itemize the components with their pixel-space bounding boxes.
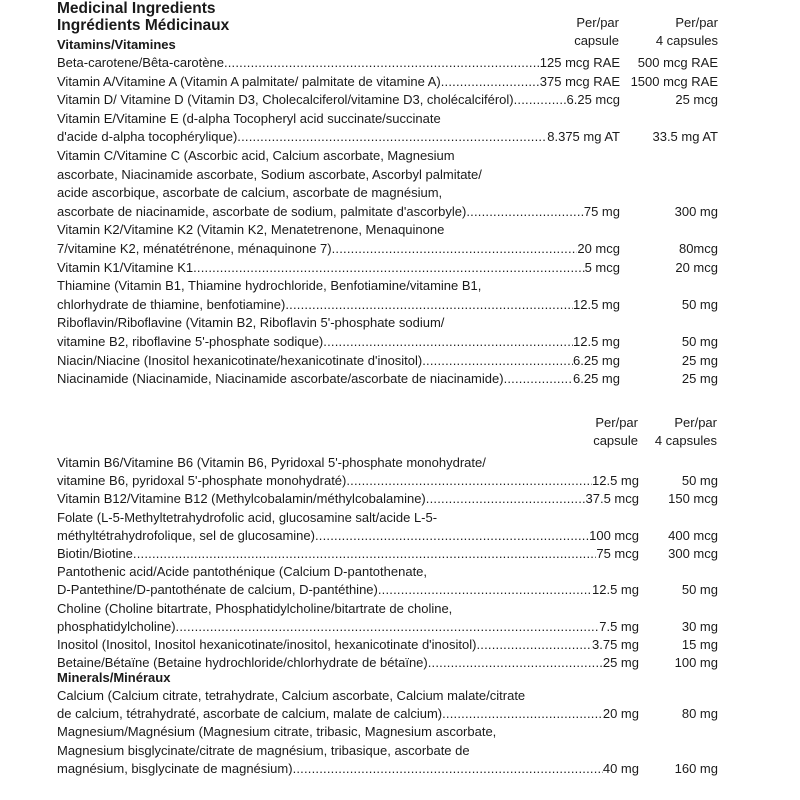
ingredient-name: Biotin/Biotine [57,546,133,561]
section-heading-minerals: Minerals/Minéraux [57,670,171,685]
amount-per-capsule: 7.5 mg [599,618,639,634]
amount-per-4-capsules: 15 mg [681,637,718,652]
ingredient-text-line: acide ascorbique, ascorbate de calcium, ascorbate de magnésium, [57,185,443,201]
amount-per-capsule: 6.25 mg [573,371,620,387]
dot-leader [378,581,592,599]
amount-per-4-capsules: 50 mg [681,296,718,312]
amount-per-capsule: 75 mg [583,203,620,219]
ingredient-row [57,472,639,490]
amount-per-capsule: 3.75 mg [592,637,639,652]
amount-per-capsule: 25 mg [602,655,639,671]
amount-per-capsule: 125 mcg RAE [539,55,620,70]
column-header-line: 4 capsules [654,433,717,448]
dot-leader [441,73,540,91]
ingredient-row [57,527,639,545]
column-header-per-4-capsules [655,414,717,450]
ingredient-text-line: Vitamin E/Vitamine E (d-alpha Tocopheryl acid succinate/succinate [57,110,441,126]
amount-per-4-capsules: 1500 mcg RAE [630,73,718,89]
ingredient-name: méthyltétrahydrofolique, sel de glucosamine) [57,527,315,543]
ingredient-text-line: Vitamin C/Vitamine C (Ascorbic acid, Calcium ascorbate, Magnesium [57,148,455,163]
dot-leader [285,296,573,314]
ingredient-text-line: Riboflavin/Riboflavine (Vitamin B2, Riboflavin 5'-phosphate sodium/ [57,315,445,331]
dot-leader [422,352,573,370]
amount-per-4-capsules: 20 mcg [675,259,718,275]
ingredient-text-line: ascorbate, Niacinamide ascorbate, Sodium ascorbate, Ascorbyl palmitate/ [57,166,482,182]
ingredient-row [57,73,620,91]
amount-per-4-capsules: 160 mg [674,760,718,776]
ingredient-row [57,296,620,314]
dot-leader [133,545,596,563]
amount-per-4-capsules: 400 mcg [668,527,718,543]
amount-per-capsule: 6.25 mg [573,352,620,368]
ingredient-row [57,91,620,109]
amount-per-capsule: 12.5 mg [573,296,620,312]
column-header-line: Per/par [576,15,619,30]
ingredient-row [57,352,620,370]
amount-per-capsule: 375 mcg RAE [539,73,620,89]
ingredient-text-line: Calcium (Calcium citrate, tetrahydrate, Calcium ascorbate, Calcium malate/citrate [57,688,526,703]
ingredient-row [57,490,639,508]
ingredient-name: vitamine B2, riboflavine 5'-phosphate sodique) [57,334,324,349]
amount-per-capsule: 12.5 mg [573,334,620,349]
ingredient-row [57,636,639,654]
amount-per-4-capsules: 300 mg [674,203,718,219]
amount-per-capsule: 6.25 mcg [566,92,620,108]
amount-per-4-capsules: 80 mg [681,706,718,722]
amount-per-capsule: 37.5 mcg [585,491,639,507]
amount-per-capsule: 8.375 mg AT [547,129,620,145]
dot-leader [193,259,585,277]
ingredient-name: 7/vitamine K2, ménatétrénone, ménaquinone 7) [57,241,332,256]
column-header-line: capsule [593,433,638,448]
ingredient-row [57,240,620,258]
amount-per-4-capsules: 33.5 mg AT [652,129,718,145]
amount-per-4-capsules: 300 mcg [668,546,718,561]
ingredient-text-line: Magnesium/Magnésium (Magnesium citrate, tribasic, Magnesium ascorbate, [57,724,497,740]
ingredient-name: phosphatidylcholine) [57,618,176,634]
ingredient-text-line: Choline (Choline bitartrate, Phosphatidylcholine/bitartrate de choline, [57,600,453,616]
ingredient-name: magnésium, bisglycinate de magnésium) [57,760,293,776]
dot-leader [323,333,573,351]
ingredient-name: Niacin/Niacine (Inositol hexanicotinate/hexanicotinate d'inositol) [57,352,423,368]
ingredient-name: Vitamin D/ Vitamine D (Vitamin D3, Cholecalciferol/vitamine D3, cholécalciférol) [57,92,514,108]
amount-per-4-capsules: 25 mg [681,352,718,368]
dot-leader [224,54,540,72]
ingredient-text-line: Pantothenic acid/Acide pantothénique (Calcium D-pantothenate, [57,564,428,580]
ingredient-row [57,545,639,563]
amount-per-4-capsules: 500 mcg RAE [637,55,718,70]
ingredient-text-line: Thiamine (Vitamin B1, Thiamine hydrochloride, Benfotiamine/vitamine B1, [57,278,482,294]
ingredient-row [57,760,639,778]
column-header-line: 4 capsules [655,33,718,48]
amount-per-capsule: 20 mg [602,706,639,722]
column-header-per-4-capsules [656,14,718,50]
ingredient-name: de calcium, tétrahydraté, ascorbate de calcium, malate de calcium) [57,706,443,722]
ingredient-row [57,618,639,636]
ingredient-row [57,128,620,146]
ingredient-text-line: Folate (L-5-Methyltetrahydrofolic acid, glucosamine salt/acide L-5- [57,509,438,525]
ingredient-text-line: Vitamin K2/Vitamine K2 (Vitamin K2, Menatetrenone, Menaquinone [57,222,445,238]
amount-per-4-capsules: 30 mg [681,618,718,634]
amount-per-capsule: 12.5 mg [592,473,639,489]
dot-leader [428,654,603,672]
amount-per-4-capsules: 80mcg [678,241,718,256]
ingredient-name: chlorhydrate de thiamine, benfotiamine) [57,296,286,312]
ingredient-name: d'acide d-alpha tocophérylique) [57,129,238,145]
ingredient-text-line: Vitamin B6/Vitamine B6 (Vitamin B6, Pyridoxal 5'-phosphate monohydrate/ [57,455,486,470]
ingredient-name: Vitamin B12/Vitamine B12 (Methylcobalamin/méthylcobalamine) [57,491,426,507]
column-header-line: capsule [574,33,619,48]
amount-per-capsule: 75 mcg [596,546,639,561]
amount-per-4-capsules: 150 mcg [668,491,718,507]
amount-per-4-capsules: 50 mg [681,334,718,349]
dot-leader [476,636,592,654]
ingredient-name: Beta-carotene/Bêta-carotène [57,55,224,70]
dot-leader [346,472,592,490]
section-heading-vitamins: Vitamins/Vitamines [57,37,176,52]
amount-per-capsule: 20 mcg [577,241,620,256]
amount-per-4-capsules: 25 mcg [675,92,718,108]
ingredient-text-line: Magnesium bisglycinate/citrate de magnésium, tribasique, ascorbate de [57,742,470,758]
dot-leader [332,240,578,258]
dot-leader [504,370,573,388]
ingredient-row [57,54,620,72]
ingredient-name: Betaine/Bétaïne (Betaine hydrochloride/chlorhydrate de bétaïne) [57,655,428,671]
dot-leader [466,203,584,221]
ingredient-name: D-Pantethine/D-pantothénate de calcium, D-pantéthine) [57,582,378,598]
ingredient-row [57,581,639,599]
dot-leader [514,91,567,109]
column-header-line: Per/par [674,415,717,430]
dot-leader [426,490,586,508]
ingredient-name: vitamine B6, pyridoxal 5'-phosphate monohydraté) [57,473,347,489]
dot-leader [176,618,600,636]
ingredient-name: Vitamin K1/Vitamine K1 [57,259,194,275]
amount-per-4-capsules: 50 mg [681,473,718,489]
column-header-line: Per/par [595,415,638,430]
ingredient-name: Inositol (Inositol, Inositol hexanicotinate/inositol, hexanicotinate d'inositol) [57,637,477,652]
ingredient-row [57,259,620,277]
amount-per-4-capsules: 50 mg [681,582,718,598]
ingredient-row [57,333,620,351]
dot-leader [315,527,589,545]
page-title: Medicinal Ingredients [57,0,216,17]
ingredient-row [57,370,620,388]
ingredient-row [57,705,639,723]
ingredient-name: Vitamin A/Vitamine A (Vitamin A palmitate/ palmitate de vitamine A) [57,73,441,89]
amount-per-capsule: 5 mcg [584,259,620,275]
amount-per-capsule: 100 mcg [589,527,639,543]
amount-per-capsule: 12.5 mg [592,582,639,598]
ingredient-name: ascorbate de niacinamide, ascorbate de sodium, palmitate d'ascorbyle) [57,203,467,219]
ingredient-name: Niacinamide (Niacinamide, Niacinamide ascorbate/ascorbate de niacinamide) [57,371,504,387]
ingredient-row [57,203,620,221]
column-header-per-capsule [593,414,638,450]
column-header-per-capsule [574,14,619,50]
dot-leader [293,760,603,778]
amount-per-4-capsules: 100 mg [674,655,718,671]
amount-per-capsule: 40 mg [602,760,639,776]
dot-leader [442,705,603,723]
amount-per-4-capsules: 25 mg [681,371,718,387]
dot-leader [237,128,547,146]
page-title-french: Ingrédients Médicinaux [57,17,230,34]
column-header-line: Per/par [675,15,718,30]
